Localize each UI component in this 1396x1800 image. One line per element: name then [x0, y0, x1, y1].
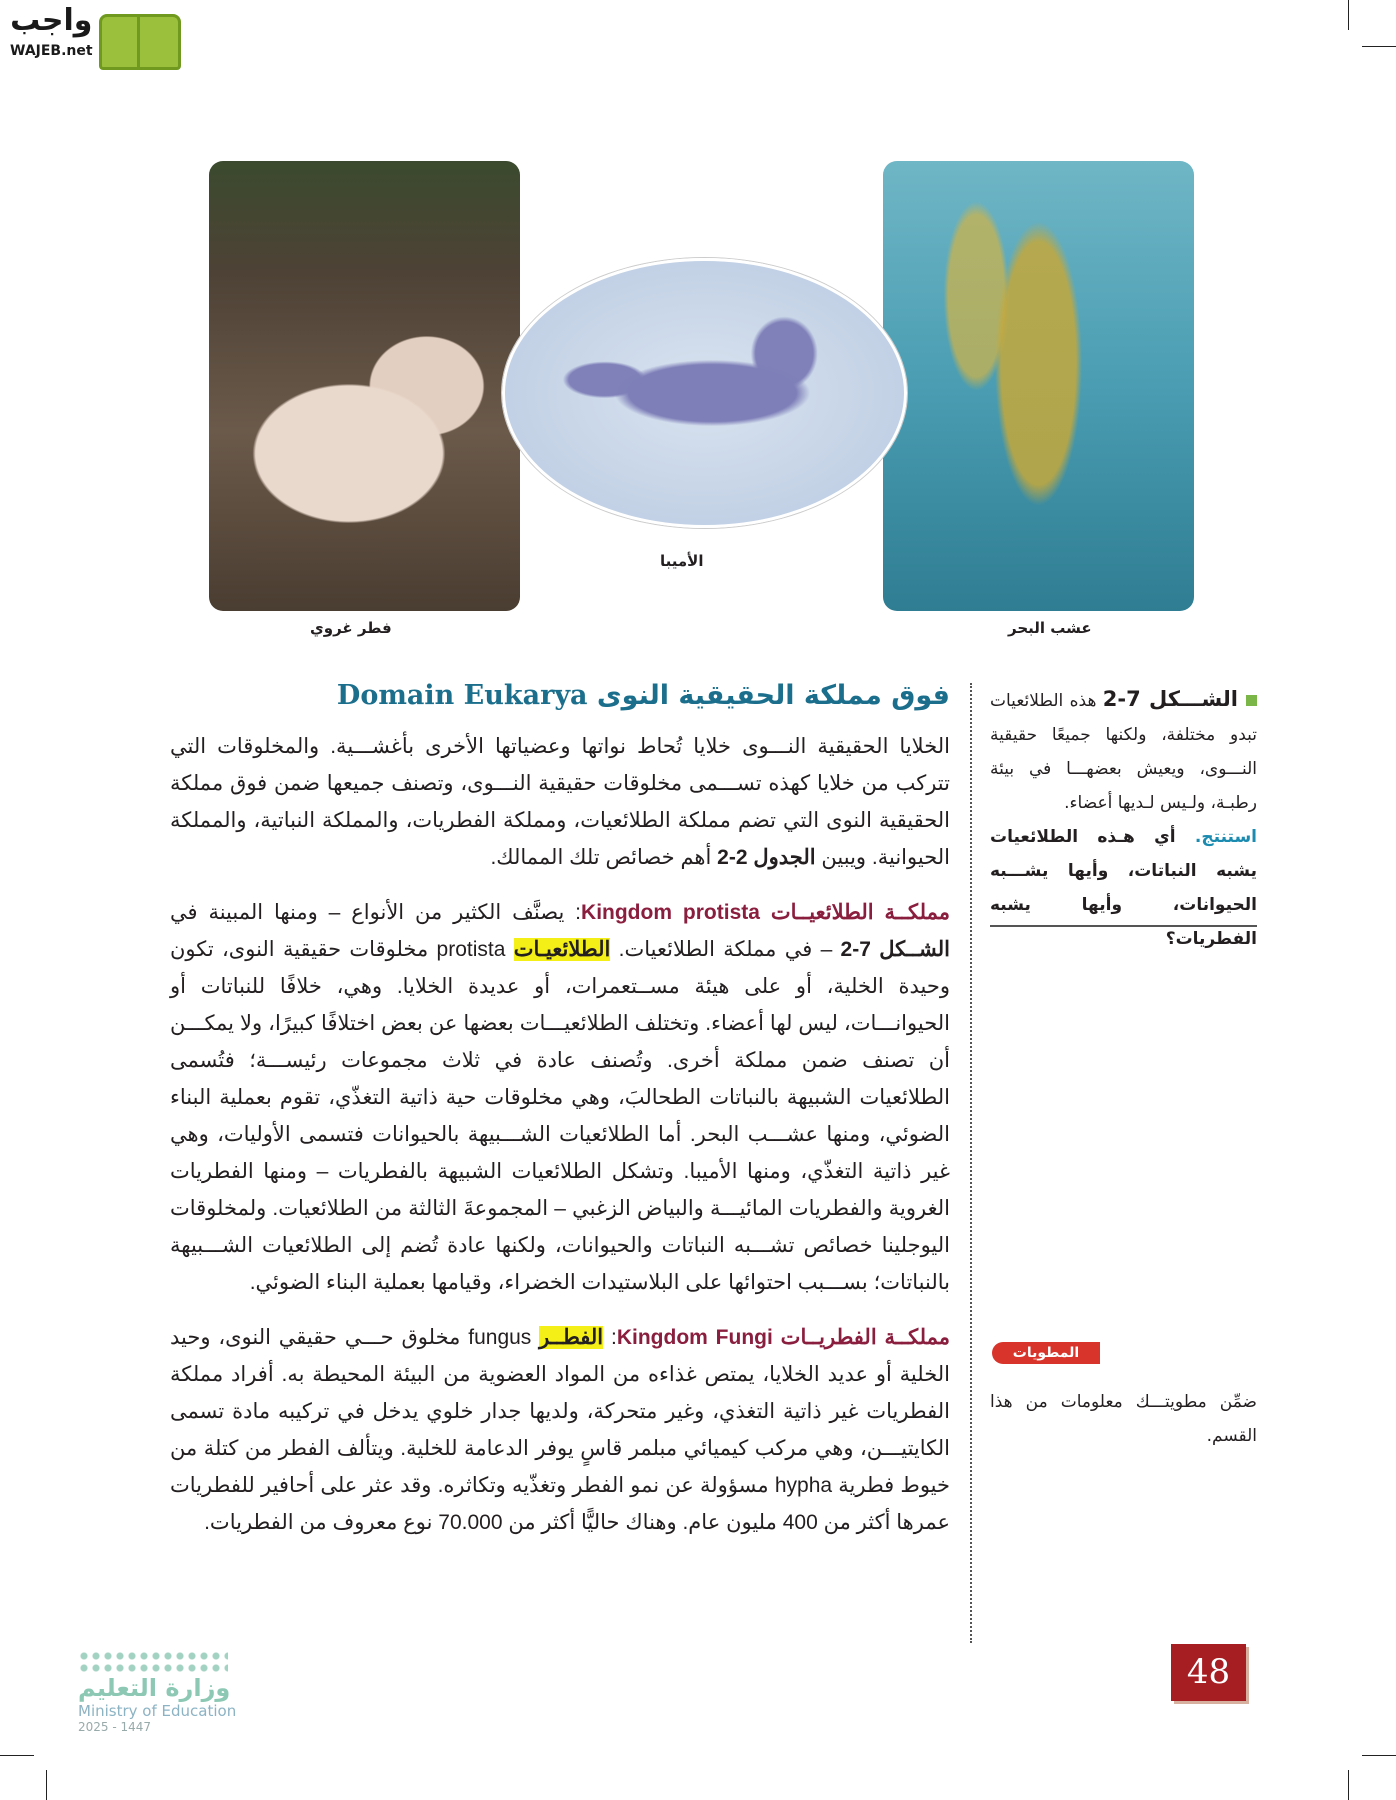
crop-mark	[46, 1770, 47, 1800]
kelp-caption: عشب البحر	[1008, 619, 1092, 637]
wajeb-logo-text: واجب WAJEB.net	[10, 3, 93, 59]
square-bullet-icon	[1246, 695, 1257, 706]
main-text-column	[170, 728, 950, 1559]
slime-mold-photo	[209, 161, 520, 611]
slime-mold-caption: فطر غروي	[310, 619, 392, 637]
ministry-dots-icon	[78, 1650, 228, 1674]
paragraph-protista: مملكــة الطلائعيــات Kingdom protista: يصنَّف الكثير من الأنواع – ومنها المبينة في الشــكل 7-2 – في مملكة الطلائعيات. الطلائعيـات protista مخلوقات حقيقية النوى، تكون وحيدة الخلية، أو على هيئة مســتعمرات، أو عديدة الخلايا. وهي، خلافًا للنباتات أو الحيوانـــات، ليس لها أعضاء. وتختلف الطلائعيـــات بعضها عن بعض اختلافًا كبيرًا، ولا يمكـــن أن تصنف ضمن مملكة أخرى. وتُصنف عادة في ثلاث مجموعات رئيســـة؛ فتُسمى الطلائعيات الشبيهة بالنباتات الطحالبَ، وهي مخلوقات حية ذاتية التغذّي، تقوم بعملية البناء الضوئي، ومنها عشـــب البحر. أما الطلائعيات الشـــبيهة بالحيوانات فتسمى الأوليات، وهي غير ذاتية التغذّي، ومنها الأميبا. وتشكل الطلائعيات الشبيهة بالفطريات – ومنها الفطريات الغروية والفطريات المائيـــة والبياض الزغبي – المجموعةَ الثالثة من الطلائعيات. ولمخلوقات اليوجلينا خصائص تشـــبه النباتات والحيوانات، ولكنها عادة تُضم إلى الطلائعيات الشـــبيهة بالنباتات؛ بســـبب احتوائها على البلاستيدات الخضراء، وقيامها بعملية البناء الضوئي.	[170, 901, 951, 1294]
wajeb-logo	[10, 3, 181, 66]
book-icon	[99, 6, 181, 66]
column-divider	[970, 683, 972, 1643]
foldables-text: ضمِّن مطويتـــك معلومات من هذا القسم.	[990, 1392, 1257, 1446]
crop-mark	[1362, 1755, 1396, 1756]
amoeba-photo	[502, 258, 907, 528]
amoeba-caption: الأميبا	[660, 552, 704, 570]
crop-mark	[1348, 0, 1349, 30]
crop-mark	[1362, 46, 1396, 47]
section-title: فوق مملكة الحقيقية النوى Domain Eukarya	[336, 680, 950, 711]
kelp-photo	[883, 161, 1194, 611]
paragraph-eukarya: الخلايا الحقيقية النـــوى خلايا تُحاط نواتها وعضياتها الأخرى بأغشـــية. والمخلوقات التي تتركب من خلايا كهذه تســـمى مخلوقات حقيقية النـــوى، وتصنف جميعها ضمن فوق مملكة الحقيقية النوى التي تضم مملكة الطلائعيات، ومملكة الفطريات، والمملكة النباتية، والمملكة الحيوانية. ويبين الجدول 2-2 أهم خصائص تلك الممالك.	[170, 735, 950, 869]
paragraph-fungi: مملكــة الفطريــات Kingdom Fungi: الفطــر fungus مخلوق حـــي حقيقي النوى، وحيد الخلية أو عديد الخلايا، يمتص غذاءه من المواد العضوية من البيئة المحيطة به. أفراد مملكة الفطريات غير ذاتية التغذي، وغير متحركة، ولديها جدار خلوي يدخل في تركيبه مادة تسمى الكايتيـــن، وهي مركب كيميائي مبلمر قاسٍ يوفر الدعامة للخلية. ويتألف الفطر من كتلة من خيوط فطرية hypha مسؤولة عن نمو الفطر وتغذّيه وتكاثره. وقد عثر على أحافير للفطريات عمرها أكثر من 400 مليون عام. وهناك حاليًّا أكثر من 70.000 نوع معروف من الفطريات.	[170, 1326, 951, 1534]
foldables-badge: المطويات	[992, 1342, 1100, 1364]
figure-caption-sidebar: الشـــكل 7-2 هذه الطلائعيات تبدو مختلفة، ولكنها جميعًا حقيقية النـــوى، ويعيش بعضهـــا في بيئة رطبـة، ولـيس لـديها أعضاء. استنتج. أي هـذه الطلائعيات يشبه النباتات، وأيها يشـــبه الحيوانات، وأيها يشبه الفطريات؟	[990, 687, 1257, 949]
crop-mark	[0, 1755, 34, 1756]
ministry-logo: وزارة التعليم Ministry of Education 2025 - 1447	[78, 1650, 236, 1734]
page-number: 48	[1171, 1644, 1246, 1701]
sidebar-rule	[990, 925, 1257, 927]
crop-mark	[1348, 1770, 1349, 1800]
